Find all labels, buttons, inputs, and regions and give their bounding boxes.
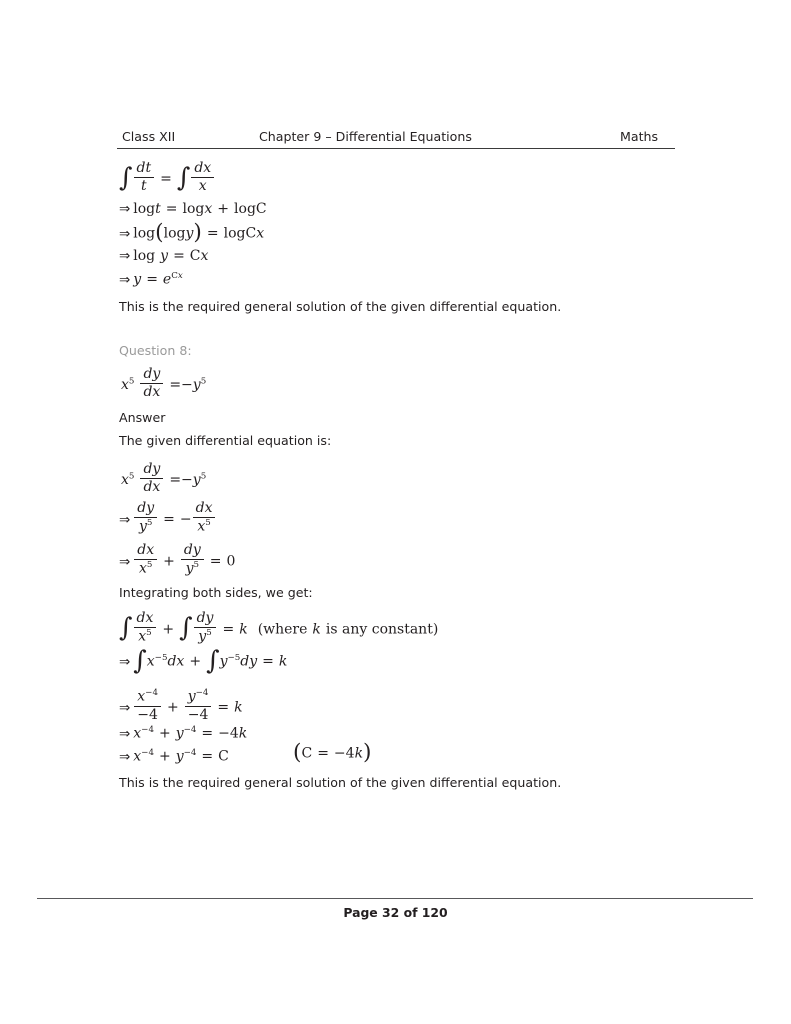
implies-arrow: ⇒ [119, 226, 131, 242]
implies-arrow: ⇒ [119, 654, 131, 670]
exponent-x: x [177, 271, 183, 281]
fraction-numerator: dx [134, 611, 157, 628]
fraction-denominator: −4 [137, 706, 158, 723]
header-chapter-title: Chapter 9 – Differential Equations [259, 129, 472, 144]
derivative-dy-dx [140, 462, 163, 494]
variable-x: x [197, 518, 206, 535]
variable-x: x [133, 748, 142, 765]
paren-close: ) [193, 220, 202, 246]
exponent-minus-4: −4 [195, 688, 209, 699]
implies-arrow: ⇒ [119, 202, 131, 217]
fraction-denominator [193, 518, 216, 534]
variable-x: x [121, 377, 129, 394]
constant-c: C [245, 225, 257, 242]
equation-question-8 [121, 366, 207, 401]
fraction-denominator [181, 560, 204, 576]
plus-sign: + [166, 699, 179, 716]
equation-step-1 [121, 461, 207, 496]
variable-x: x [138, 560, 147, 577]
variable-y: y [185, 225, 194, 242]
equation-step-5 [119, 645, 288, 676]
exponent-5: 5 [205, 518, 211, 529]
euler-number: e [162, 271, 172, 288]
equals-sign: = [206, 225, 219, 242]
page-number-label: Page 32 of 120 [343, 905, 448, 920]
header-row [117, 128, 675, 146]
constant-note-open: (where [257, 621, 308, 638]
integral-icon: ∫ [179, 613, 193, 644]
fraction-denominator [134, 628, 157, 644]
equation-integral-dt-dx [119, 160, 215, 195]
equation-log-log-y [119, 220, 265, 246]
constant-c: C [189, 248, 201, 264]
minus-sign: − [181, 377, 193, 394]
exponent-5: 5 [200, 376, 207, 387]
equals-sign: = [222, 621, 235, 638]
exponent-minus-4: −4 [183, 748, 197, 758]
exponent-5: 5 [193, 560, 200, 571]
fraction-denominator: −4 [187, 706, 209, 723]
variable-y: y [185, 560, 194, 577]
question-label: Question 8: [119, 343, 192, 358]
equation-step-7 [119, 726, 247, 741]
constant-k: k [238, 725, 248, 742]
plus-sign: + [217, 201, 230, 217]
exponent-5: 5 [200, 471, 207, 482]
fraction-numerator: dy [140, 462, 163, 479]
variable-x: x [200, 248, 209, 264]
constant-k: k [312, 621, 321, 638]
integral-icon: ∫ [119, 613, 133, 644]
paren-close: ) [363, 740, 372, 766]
variable-x: x [204, 201, 213, 217]
constant-k: k [354, 745, 364, 762]
fraction-numerator: dy [140, 367, 163, 384]
variable-x: x [146, 653, 155, 670]
equation-step-8 [119, 749, 229, 764]
fraction-dx-x5 [134, 611, 157, 644]
variable-y: y [160, 248, 169, 264]
fraction-denominator: x [198, 178, 207, 195]
implies-arrow: ⇒ [119, 726, 131, 742]
exponent-5: 5 [206, 628, 212, 639]
fraction-denominator [134, 518, 157, 534]
exponent-minus-4: −4 [141, 725, 154, 735]
exponent-minus-4: −4 [145, 688, 158, 699]
equation-constant-definition [293, 740, 372, 766]
conclusion-text-bottom: This is the required general solution of the given differential equation. [119, 775, 562, 790]
constant-k: k [278, 653, 288, 670]
fraction-y-minus4-over-minus4 [185, 689, 212, 722]
plus-sign: + [162, 621, 175, 638]
equation-step-2 [119, 500, 216, 536]
equals-sign: = [201, 725, 214, 742]
exponent-5: 5 [146, 560, 153, 571]
constant-c: C [301, 745, 313, 762]
implies-arrow: ⇒ [119, 249, 131, 264]
header-class-label: Class XII [122, 129, 176, 144]
constant-c: C [218, 748, 229, 765]
exponent-minus-5: −5 [154, 653, 168, 663]
number-zero: 0 [226, 553, 236, 570]
exponent-minus-4: −4 [141, 748, 154, 758]
variable-y: y [187, 688, 196, 705]
footer-divider [37, 898, 753, 899]
fraction-numerator [185, 689, 212, 706]
fraction-numerator: dy [181, 543, 204, 560]
page-header [117, 128, 675, 148]
plus-sign: + [158, 725, 171, 742]
equals-sign: = [217, 699, 230, 716]
fraction-numerator: dy [194, 611, 217, 628]
value-minus-4: −4 [333, 745, 355, 762]
conclusion-text-top: This is the required general solution of the given differential equation. [119, 299, 562, 314]
exponent-5: 5 [128, 376, 135, 387]
variable-y: y [198, 628, 207, 645]
equals-sign: = [201, 748, 214, 765]
fraction-numerator: dt [134, 161, 155, 178]
constant-c: C [255, 201, 267, 217]
fraction-denominator [194, 628, 217, 644]
equals-sign: = [169, 472, 182, 489]
exponent-5: 5 [128, 471, 135, 482]
equals-sign: = [146, 271, 158, 288]
log-operator: log [223, 225, 246, 242]
fraction-dx-x5 [134, 543, 157, 576]
implies-arrow: ⇒ [119, 512, 131, 528]
fraction-denominator: t [140, 178, 147, 195]
integral-icon: ∫ [133, 645, 147, 676]
equals-sign: = [173, 248, 185, 264]
fraction-numerator: dx [191, 161, 214, 178]
coefficient-minus-4: −4 [218, 725, 239, 742]
fraction-denominator: dx [143, 479, 161, 496]
variable-y: y [192, 472, 201, 489]
fraction-x-minus4-over-minus4 [134, 689, 161, 722]
variable-x: x [138, 628, 147, 645]
variable-y: y [138, 518, 147, 535]
integral-icon: ∫ [119, 163, 133, 194]
variable-y: y [133, 271, 142, 288]
variable-x: x [121, 472, 129, 489]
variable-y: y [219, 653, 228, 670]
fraction-dt-t [134, 161, 155, 193]
log-operator: log [163, 225, 186, 242]
exponent-minus-4: −4 [183, 725, 197, 735]
plus-sign: + [158, 748, 171, 765]
equals-sign: = [165, 201, 178, 217]
exponent-minus-5: −5 [227, 653, 241, 663]
equation-step-4 [119, 610, 439, 646]
equation-y-exp-cx [119, 272, 183, 287]
integral-icon: ∫ [206, 645, 220, 676]
equation-log-y-cx [119, 249, 208, 263]
paren-open: ( [293, 740, 302, 766]
equals-sign: = [317, 745, 329, 762]
fraction-dy-y5 [194, 611, 217, 644]
derivative-dy-dx [140, 367, 163, 399]
given-equation-intro: The given differential equation is: [119, 433, 332, 448]
fraction-dy-y5 [134, 501, 157, 534]
fraction-numerator [134, 689, 161, 706]
minus-sign: − [179, 511, 192, 528]
equation-log-t [119, 202, 267, 216]
log-operator: log [234, 201, 256, 217]
fraction-denominator [134, 560, 157, 576]
fraction-numerator: dy [134, 501, 157, 518]
variable-t: t [155, 201, 161, 217]
fraction-numerator: dx [193, 501, 216, 518]
log-operator: log [133, 225, 156, 242]
fraction-dx-x [191, 161, 214, 193]
differential-dy: dy [240, 653, 258, 670]
equation-step-6 [119, 688, 243, 724]
variable-x: x [133, 725, 142, 742]
log-operator: log [133, 248, 156, 264]
equals-sign: = [169, 377, 182, 394]
plus-sign: + [189, 653, 202, 670]
implies-arrow: ⇒ [119, 749, 131, 765]
integrating-intro-text: Integrating both sides, we get: [119, 585, 313, 600]
fraction-numerator: dx [134, 543, 157, 560]
answer-label: Answer [119, 410, 166, 425]
implies-arrow: ⇒ [119, 554, 131, 570]
paren-open: ( [155, 220, 164, 246]
log-operator: log [182, 201, 205, 217]
equals-sign: = [163, 511, 175, 528]
exponent-5: 5 [146, 628, 152, 639]
variable-x: x [137, 688, 146, 705]
fraction-denominator: dx [143, 384, 161, 401]
minus-sign: − [181, 472, 193, 489]
exponent-5: 5 [146, 518, 153, 529]
variable-y: y [175, 725, 184, 742]
constant-k: k [239, 621, 248, 638]
fraction-dy-y5 [181, 543, 204, 576]
integral-icon: ∫ [176, 163, 191, 194]
header-divider [117, 148, 675, 149]
differential-dx: dx [167, 653, 185, 670]
plus-sign: + [163, 553, 175, 570]
equation-step-3 [119, 542, 236, 578]
variable-y: y [192, 377, 201, 394]
equals-sign: = [262, 653, 274, 670]
constant-k: k [234, 699, 243, 716]
variable-y: y [175, 748, 184, 765]
header-subject-label: Maths [620, 129, 659, 144]
implies-arrow: ⇒ [119, 700, 131, 716]
log-operator: log [133, 201, 156, 217]
variable-x: x [256, 225, 265, 242]
fraction-dx-x5 [193, 501, 216, 534]
exponent-c: C [171, 271, 178, 281]
equals-sign: = [209, 553, 222, 570]
constant-note-rest: is any constant) [325, 621, 439, 638]
implies-arrow: ⇒ [119, 272, 131, 288]
equals-sign: = [160, 171, 172, 188]
